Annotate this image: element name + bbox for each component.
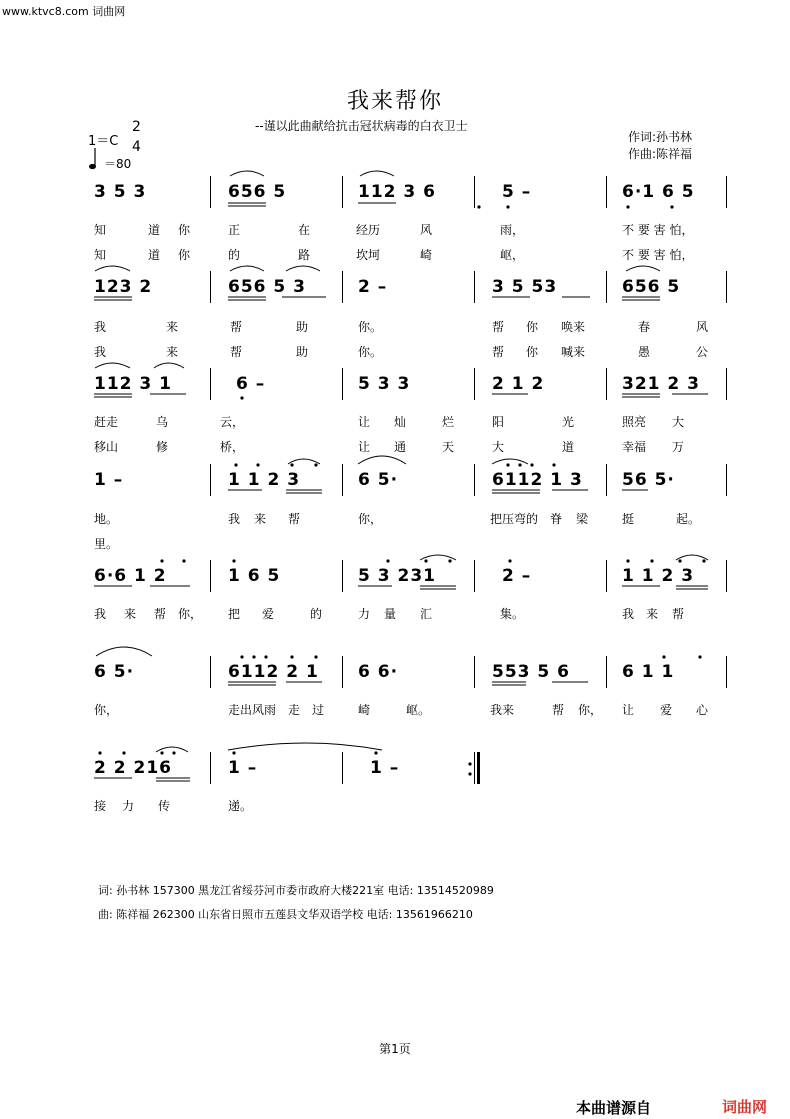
octave-dot: [160, 751, 163, 754]
lyric: 来: [646, 607, 659, 621]
lyric: 来: [254, 512, 267, 526]
lyric: 大: [672, 415, 685, 429]
octave-dot: [678, 559, 681, 562]
lyric: 照亮: [622, 415, 647, 429]
lyric: 帮: [672, 607, 685, 621]
measure-19-notes: 6112 1 3: [492, 470, 583, 490]
measure-18-notes: 6 5·: [358, 470, 399, 490]
lyric: 知: [94, 248, 107, 262]
barline: [342, 368, 343, 400]
lyric: 汇: [420, 607, 433, 621]
barline: [342, 464, 343, 496]
slur: [420, 555, 456, 560]
measure-10-notes: 656 5: [622, 277, 681, 297]
quarter-note-icon: [88, 147, 98, 171]
octave-dot: [386, 559, 389, 562]
barline: [210, 368, 211, 400]
measure-8-notes: 2 –: [358, 277, 388, 297]
lyric: 我: [228, 512, 241, 526]
lyric: 过: [312, 703, 325, 717]
beam: [94, 778, 190, 781]
lyric: 我: [622, 607, 635, 621]
song-subtitle: --谨以此曲献给抗击冠状病毒的白衣卫士: [255, 119, 468, 133]
page-number: 第1页: [379, 1042, 411, 1056]
lyric: 崎: [358, 703, 371, 717]
lyric: 脊: [550, 512, 563, 526]
octave-dot: [424, 559, 427, 562]
lyric: 力: [358, 607, 371, 621]
lyric: 唤来: [561, 320, 586, 334]
measure-25-notes: 1 1 2 3: [622, 566, 695, 586]
lyric: 道: [148, 248, 161, 262]
barline: [726, 271, 727, 303]
lyric: 万: [672, 440, 685, 454]
lyric: 把压弯的: [490, 512, 539, 526]
lyric: 爱: [262, 607, 275, 621]
octave-dot: [172, 751, 175, 754]
lyric: 里。: [94, 537, 119, 551]
lyric: 帮: [492, 345, 505, 359]
lyric: 坎坷: [356, 248, 381, 262]
measure-14-notes: 2 1 2: [492, 374, 545, 394]
lyric: 我来: [490, 703, 515, 717]
barline: [474, 656, 475, 688]
measure-11-notes: 112 3 1: [94, 374, 172, 394]
lyric: 走出风雨: [228, 703, 277, 717]
beam: [228, 682, 588, 685]
octave-dot: [650, 559, 653, 562]
octave-dot: [552, 463, 555, 466]
barline: [726, 464, 727, 496]
slur: [95, 363, 130, 368]
lyric: 集。: [500, 607, 525, 621]
lyric: 帮: [288, 512, 301, 526]
barline: [342, 271, 343, 303]
footer-composer-info: 曲: 陈祥福 262300 山东省日照市五莲县文华双语学校 电话: 13561966210: [98, 908, 473, 921]
measure-15-notes: 321 2 3: [622, 374, 700, 394]
lyric: 不 要 害 怕，: [622, 248, 694, 262]
lyric: 爱: [660, 703, 673, 717]
lyric: 梁: [576, 512, 589, 526]
octave-dot: [626, 205, 629, 208]
beam: [94, 297, 660, 300]
lyric: 正: [228, 223, 241, 237]
measure-32-notes: 1 –: [228, 758, 258, 778]
slur: [288, 459, 320, 464]
octave-dot: [232, 751, 235, 754]
lyric: 你: [526, 345, 539, 359]
lyric: 起。: [676, 512, 701, 526]
octave-dot: [234, 463, 237, 466]
octave-dot: [518, 463, 521, 466]
barline: [474, 560, 475, 592]
lyric: 你，: [358, 512, 383, 526]
measure-24-notes: 2 –: [502, 566, 532, 586]
lyricist-credit: 作词:孙书林: [628, 130, 693, 144]
barline: [726, 656, 727, 688]
lyric: 岖，: [500, 248, 525, 262]
measure-6-notes: 123 2: [94, 277, 153, 297]
octave-dot: [182, 559, 185, 562]
lyric: 赶走: [94, 415, 119, 429]
composer-credit: 作曲:陈祥福: [628, 147, 693, 161]
brand-logo[interactable]: 词曲网: [722, 1098, 768, 1116]
octave-dot: [314, 655, 317, 658]
lyric: 帮: [230, 320, 243, 334]
barline: [210, 656, 211, 688]
beam: [228, 490, 648, 493]
octave-dot: [264, 655, 267, 658]
slur: [492, 459, 528, 464]
barline: [726, 368, 727, 400]
lyric: 来: [166, 320, 179, 334]
measure-16-notes: 1 –: [94, 470, 124, 490]
source-label: 本曲谱源自: [576, 1099, 652, 1117]
octave-dot: [506, 205, 509, 208]
tempo-marking: ＝80: [104, 157, 132, 171]
octave-dot: [232, 559, 235, 562]
repeat-dot: [468, 762, 471, 765]
time-signature-bottom: 4: [132, 139, 141, 155]
lyric: 你，: [178, 607, 203, 621]
lyric: 阳: [492, 415, 505, 429]
barline: [474, 368, 475, 400]
slur: [360, 171, 394, 176]
barline: [342, 656, 343, 688]
octave-dot: [448, 559, 451, 562]
lyric: 地。: [94, 512, 119, 526]
lyric: 来: [124, 607, 137, 621]
lyric: 天: [442, 440, 455, 454]
octave-dot: [662, 655, 665, 658]
slur: [358, 456, 406, 464]
lyric: 云，: [220, 415, 245, 429]
measure-17-notes: 1 1 2 3: [228, 470, 301, 490]
octave-dot: [240, 396, 243, 399]
lyric: 烂: [442, 415, 455, 429]
lyric: 帮: [492, 320, 505, 334]
lyric: 让: [358, 440, 371, 454]
lyric: 让: [358, 415, 371, 429]
lyric: 乌: [156, 415, 169, 429]
time-signature-top: 2: [132, 119, 141, 135]
barline: [606, 656, 607, 688]
lyric: 助: [296, 320, 309, 334]
octave-dot: [506, 463, 509, 466]
measure-26-notes: 6 5·: [94, 662, 135, 682]
measure-28-notes: 6 6·: [358, 662, 399, 682]
barline: [342, 176, 343, 208]
octave-dot: [698, 655, 701, 658]
lyric: 传: [158, 799, 171, 813]
lyric: 我: [94, 320, 107, 334]
lyric: 灿: [394, 415, 407, 429]
lyric: 通: [394, 440, 407, 454]
barline: [606, 368, 607, 400]
lyric: 知: [94, 223, 107, 237]
measure-5-notes: 6·1 6 5: [622, 182, 695, 202]
measure-33-notes: 1 –: [370, 758, 400, 778]
octave-dot: [314, 463, 317, 466]
barline: [210, 464, 211, 496]
lyric: 春: [638, 320, 651, 334]
repeat-dot: [468, 772, 471, 775]
barline: [210, 176, 211, 208]
measure-23-notes: 5 3 231: [358, 566, 436, 586]
slur: [230, 266, 264, 271]
lyric: 经历: [356, 223, 381, 237]
lyric: 风: [696, 320, 709, 334]
lyric: 接: [94, 799, 107, 813]
lyric: 路: [298, 248, 311, 262]
barline: [210, 560, 211, 592]
lyric: 力: [122, 799, 135, 813]
measure-13-notes: 5 3 3: [358, 374, 411, 394]
measure-31-notes: 2 2 216: [94, 758, 172, 778]
beam: [94, 394, 708, 397]
slur: [156, 747, 188, 752]
final-barline-thick: [477, 752, 480, 784]
tie: [228, 743, 382, 750]
measure-22-notes: 1 6 5: [228, 566, 281, 586]
barline: [606, 464, 607, 496]
lyric: 喊来: [561, 345, 586, 359]
beam: [228, 203, 266, 206]
lyric: 你，: [578, 703, 603, 717]
site-watermark: www.ktvc8.com 词曲网: [2, 5, 126, 18]
lyric: 不 要 害 怕，: [622, 223, 694, 237]
lyric: 你: [178, 223, 191, 237]
slur: [676, 555, 708, 560]
lyric: 帮: [230, 345, 243, 359]
footer-lyricist-info: 词: 孙书林 157300 黑龙江省绥芬河市委市政府大楼221室 电话: 13514520989: [98, 884, 494, 897]
lyric: 的: [228, 248, 241, 262]
lyric: 道: [148, 223, 161, 237]
lyric: 桥，: [220, 440, 245, 454]
barline: [606, 176, 607, 208]
lyric: 助: [296, 345, 309, 359]
lyric: 挺: [622, 512, 635, 526]
barline: [210, 752, 211, 784]
lyric: 雨，: [500, 223, 525, 237]
octave-dot: [477, 205, 480, 208]
lyric: 的: [310, 607, 323, 621]
key-signature: 1＝C: [88, 134, 119, 149]
barline: [606, 560, 607, 592]
lyric: 幸福: [622, 440, 647, 454]
lyric: 你。: [358, 345, 383, 359]
barline: [726, 176, 727, 208]
lyric: 你。: [358, 320, 383, 334]
measure-20-notes: 56 5·: [622, 470, 675, 490]
octave-dot: [508, 559, 511, 562]
lyric: 来: [166, 345, 179, 359]
measure-12-notes: 6 –: [236, 374, 266, 394]
octave-dot: [530, 463, 533, 466]
measure-2-notes: 656 5: [228, 182, 287, 202]
lyric: 崎: [420, 248, 433, 262]
octave-dot: [98, 751, 101, 754]
barline: [342, 560, 343, 592]
measure-21-notes: 6·6 1 2: [94, 566, 167, 586]
slur: [230, 171, 264, 176]
lyric: 我: [94, 607, 107, 621]
octave-dot: [290, 463, 293, 466]
lyric: 递。: [228, 799, 253, 813]
barline: [474, 176, 475, 208]
lyric: 我: [94, 345, 107, 359]
octave-dot: [374, 751, 377, 754]
measure-9-notes: 3 5 53: [492, 277, 558, 297]
lyric: 在: [298, 223, 311, 237]
slur: [96, 647, 152, 656]
measure-3-notes: 112 3 6: [358, 182, 436, 202]
measure-30-notes: 6 1 1: [622, 662, 675, 682]
lyric: 你: [178, 248, 191, 262]
lyric: 道: [562, 440, 575, 454]
lyric: 量: [384, 607, 397, 621]
lyric: 你，: [94, 703, 119, 717]
final-barline-thin: [474, 752, 475, 784]
lyric: 把: [228, 607, 241, 621]
octave-dot: [240, 655, 243, 658]
measure-4-notes: 5 –: [502, 182, 532, 202]
slur: [95, 266, 130, 271]
measure-7-notes: 656 5 3: [228, 277, 306, 297]
lyric: 帮: [552, 703, 565, 717]
measure-27-notes: 6112 2 1: [228, 662, 319, 682]
lyric: 修: [156, 440, 169, 454]
barline: [342, 752, 343, 784]
barline: [726, 560, 727, 592]
octave-dot: [702, 559, 705, 562]
lyric: 帮: [154, 607, 167, 621]
slur: [154, 363, 184, 368]
octave-dot: [252, 655, 255, 658]
lyric: 大: [492, 440, 505, 454]
slur: [626, 266, 660, 271]
lyric: 愚: [638, 345, 651, 359]
lyric: 让: [622, 703, 635, 717]
lyric: 走: [288, 703, 301, 717]
barline: [210, 271, 211, 303]
barline: [474, 464, 475, 496]
barline: [606, 271, 607, 303]
beam: [94, 586, 708, 589]
song-title: 我来帮你: [346, 89, 443, 114]
octave-dot: [626, 559, 629, 562]
octave-dot: [670, 205, 673, 208]
octave-dot: [160, 559, 163, 562]
octave-dot: [290, 655, 293, 658]
octave-dot: [256, 463, 259, 466]
lyric: 风: [420, 223, 433, 237]
measure-1-notes: 3 5 3: [94, 182, 147, 202]
barline: [474, 271, 475, 303]
lyric: 岖。: [406, 703, 431, 717]
measure-29-notes: 553 5 6: [492, 662, 570, 682]
lyric: 光: [562, 415, 575, 429]
lyric: 心: [696, 703, 709, 717]
slur: [286, 266, 320, 271]
octave-dot: [122, 751, 125, 754]
lyric: 移山: [94, 440, 119, 454]
lyric: 公: [696, 345, 709, 359]
lyric: 你: [526, 320, 539, 334]
